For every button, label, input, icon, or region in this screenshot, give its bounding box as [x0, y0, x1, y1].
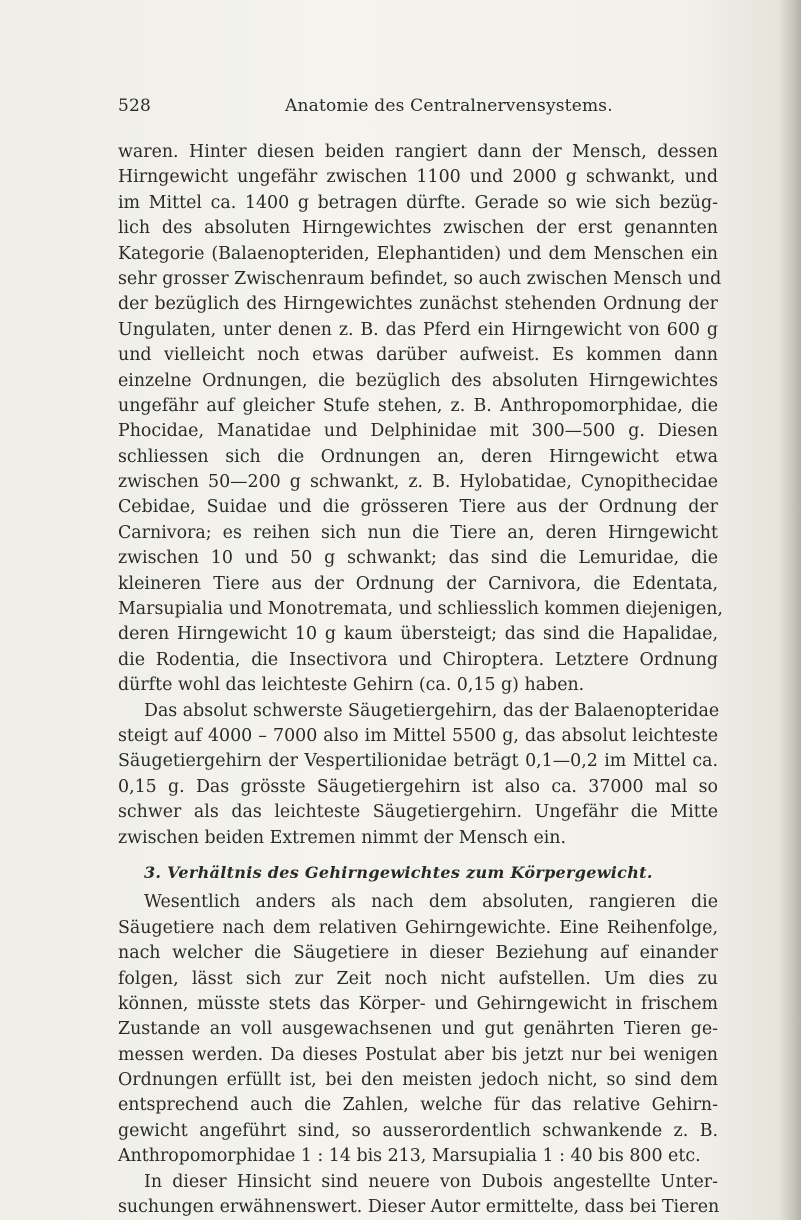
- text-line: suchungen erwähnenswert. Dieser Autor ermittelte, dass bei Tieren: [118, 1197, 720, 1218]
- text-line: schwer als das leichteste Säugetiergehirn. Ungefähr die Mitte: [118, 802, 718, 823]
- text-line: deren Hirngewicht 10 g kaum übersteigt; das sind die Hapalidae,: [118, 624, 718, 645]
- text-line: gewicht angeführt sind, so ausserordentlich schwankende z. B.: [118, 1120, 718, 1141]
- text-line: Hirngewicht ungefähr zwischen 1100 und 2000 g schwankt, und: [118, 167, 718, 188]
- paragraph-3: [118, 890, 718, 1169]
- text-line: Säugetiergehirn der Vespertilionidae beträgt 0,1—0,2 im Mittel ca.: [118, 751, 718, 772]
- paragraph-4: [118, 1170, 718, 1220]
- text-line: folgen, lässt sich zur Zeit noch nicht aufstellen. Um dies zu: [118, 968, 718, 989]
- running-head: [118, 96, 718, 122]
- text-line: sehr grosser Zwischenraum befindet, so auch zwischen Mensch und: [118, 268, 722, 289]
- text-line: waren. Hinter diesen beiden rangiert dann der Mensch, dessen: [118, 142, 718, 162]
- body-text: [118, 140, 723, 1220]
- text-line: Phocidae, Manatidae und Delphinidae mit 300—500 g. Diesen: [118, 421, 718, 442]
- text-line: können, müsste stets das Körper- und Gehirngewicht in frischem: [118, 993, 718, 1014]
- text-line: Säugetiere nach dem relativen Gehirngewichte. Eine Reihenfolge,: [118, 917, 718, 938]
- text-line: entsprechend auch die Zahlen, welche für das relative Gehirn-: [118, 1095, 718, 1116]
- text-line: einzelne Ordnungen, die bezüglich des absoluten Hirngewichtes: [118, 370, 718, 391]
- text-line: Wesentlich anders als nach dem absoluten, rangieren die: [144, 892, 718, 913]
- running-title: Anatomie des Centralnervensystems.: [285, 96, 613, 116]
- text-line: 0,15 g. Das grösste Säugetiergehirn ist also ca. 37000 mal so: [118, 776, 718, 797]
- text-line: Kategorie (Balaenopteriden, Elephantiden) und dem Menschen ein: [118, 243, 718, 264]
- text-line: der bezüglich des Hirngewichtes zunächst stehenden Ordnung der: [118, 294, 718, 315]
- page-edge-shadow: [779, 0, 801, 1220]
- text-line: In dieser Hinsicht sind neuere von Dubois angestellte Unter-: [144, 1171, 718, 1192]
- page-number: 528: [118, 96, 152, 116]
- text-line: Das absolut schwerste Säugetiergehirn, das der Balaenopteridae: [144, 700, 720, 721]
- paragraph-1: [118, 140, 723, 699]
- section-heading: 3. Verhältnis des Gehirngewichtes zum Körpergewicht.: [144, 862, 653, 882]
- text-line: lich des absoluten Hirngewichtes zwischen der erst genannten: [118, 218, 718, 239]
- text-line: Ordnungen erfüllt ist, bei den meisten jedoch nicht, so sind dem: [118, 1070, 718, 1091]
- paragraph-2: [118, 699, 718, 851]
- text-line: Anthropomorphidae 1 : 14 bis 213, Marsupialia 1 : 40 bis 800 etc.: [118, 1146, 701, 1167]
- text-line: und vielleicht noch etwas darüber aufweist. Es kommen dann: [118, 345, 718, 366]
- text-line: Cebidae, Suidae und die grösseren Tiere aus der Ordnung der: [118, 497, 718, 518]
- text-line: Marsupialia und Monotremata, und schliesslich kommen diejenigen,: [118, 599, 723, 620]
- text-line: die Rodentia, die Insectivora und Chiroptera. Letztere Ordnung: [118, 649, 718, 670]
- text-line: kleineren Tiere aus der Ordnung der Carnivora, die Edentata,: [118, 573, 718, 594]
- text-line: nach welcher die Säugetiere in dieser Beziehung auf einander: [118, 943, 718, 964]
- text-line: schliessen sich die Ordnungen an, deren Hirngewicht etwa: [118, 446, 718, 467]
- text-line: Zustande an voll ausgewachsenen und gut genährten Tieren ge-: [118, 1019, 718, 1040]
- text-line: Carnivora; es reihen sich nun die Tiere an, deren Hirngewicht: [118, 522, 718, 543]
- text-line: zwischen 50—200 g schwankt, z. B. Hylobatidae, Cynopithecidae: [118, 472, 718, 493]
- text-line: Ungulaten, unter denen z. B. das Pferd ein Hirngewicht von 600 g: [118, 319, 718, 340]
- text-line: zwischen 10 und 50 g schwankt; das sind die Lemuridae, die: [118, 548, 718, 569]
- text-line: ungefähr auf gleicher Stufe stehen, z. B. Anthropomorphidae, die: [118, 395, 718, 416]
- text-line: zwischen beiden Extremen nimmt der Mensch ein.: [118, 827, 567, 848]
- text-line: messen werden. Da dieses Postulat aber bis jetzt nur bei wenigen: [118, 1044, 718, 1065]
- text-line: im Mittel ca. 1400 g betragen dürfte. Gerade so wie sich bezüg-: [118, 192, 718, 213]
- text-line: steigt auf 4000 – 7000 also im Mittel 5500 g, das absolut leichteste: [118, 725, 718, 746]
- text-line: dürfte wohl das leichteste Gehirn (ca. 0,15 g) haben.: [118, 675, 585, 696]
